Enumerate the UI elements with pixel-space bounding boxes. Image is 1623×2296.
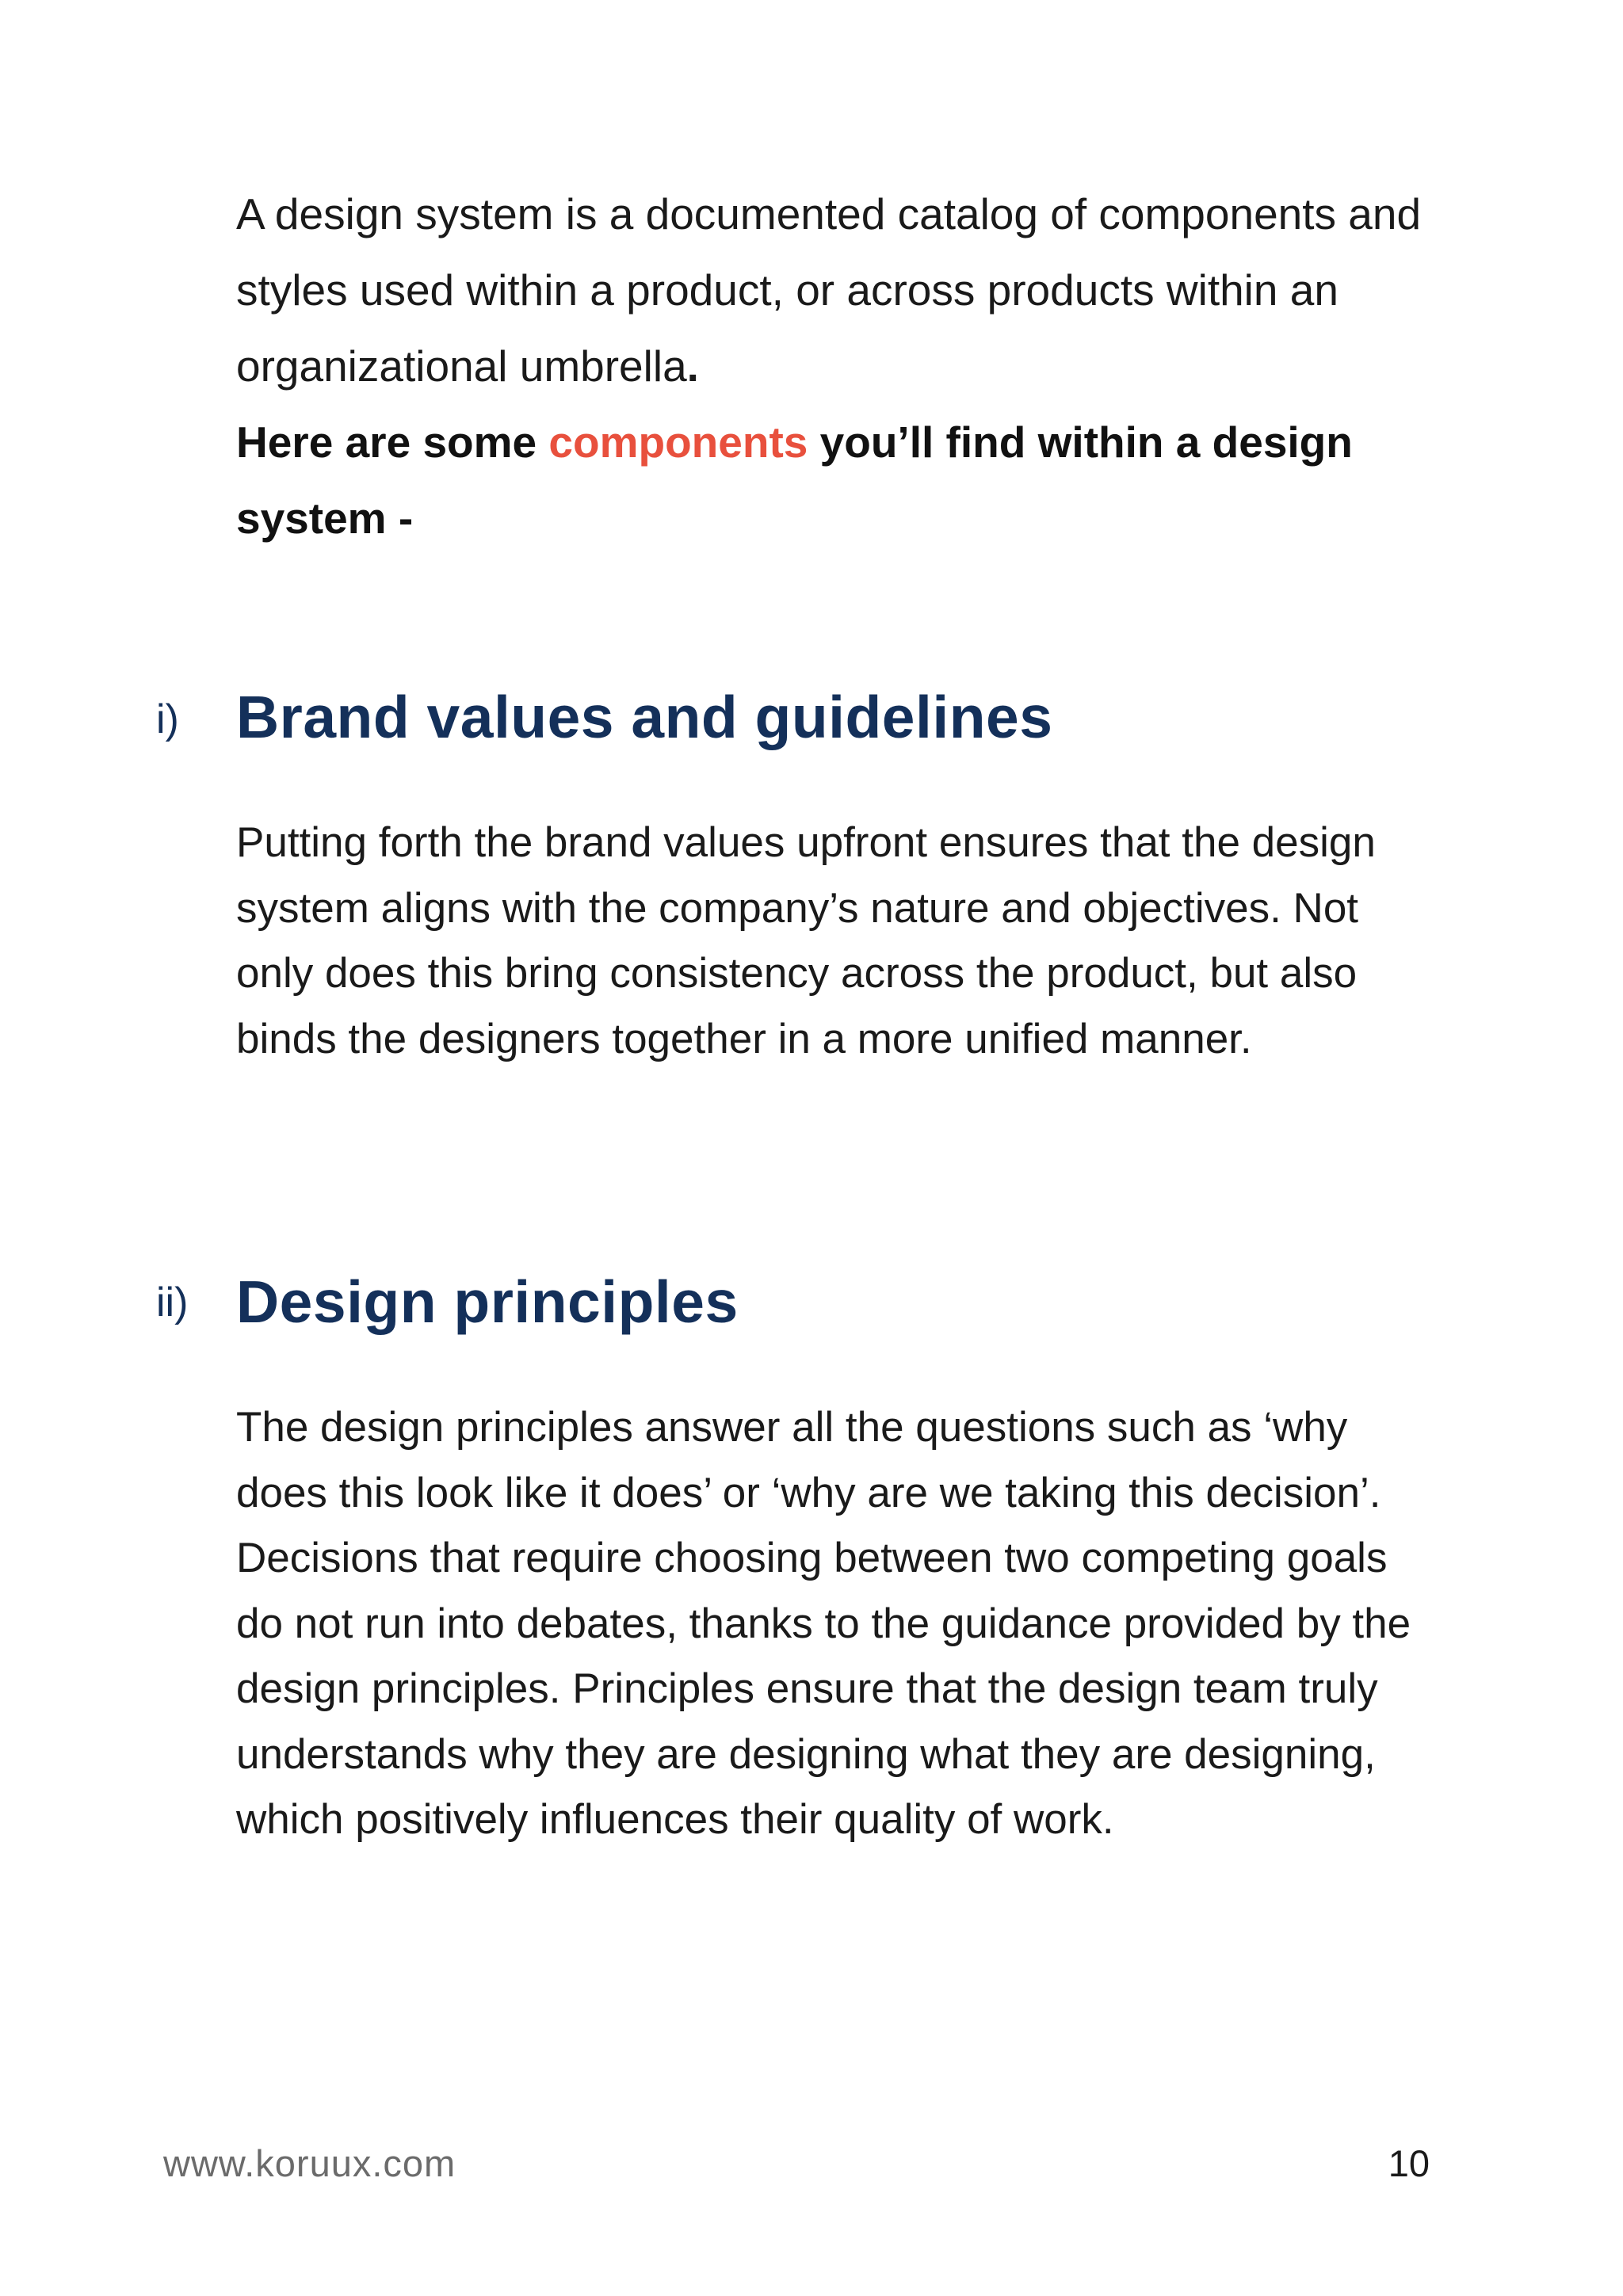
section-body-text: The design principles answer all the questions such as ‘why does this look like it does’ or ‘why are we taking this decision’. Decisions that require choosing between two competing goals do not run into debates, thanks to the guidance provided by the design principles. Principles ensure that the design team truly understands why they are designing what they are designing, which positively influences their quality of work. [236,1404,1411,1843]
section-body-design-principles [236,1395,1425,1853]
section-heading-design-principles: Design principles [236,1268,739,1335]
intro-lead-accent: components [548,418,808,467]
section-marker-2: ii) [156,1280,189,1325]
intro-text: A design system is a documented catalog of components and styles used within a product, or across products within an organizational umbrella [236,189,1422,391]
section-body-text: Putting forth the brand values upfront ensures that the design system aligns with the company’s nature and objectives. Not only does this bring consistency across the product, but also binds the designers together in a more unified manner. [236,819,1376,1062]
section-marker-1: i) [156,696,179,742]
section-heading-brand-values: Brand values and guidelines [236,684,1053,750]
page-number: 10 [1388,2142,1430,2184]
intro-lead-before: Here are some [236,418,537,467]
intro-lead-after: you’ll find within a design system - [236,418,1353,543]
intro-period: . [686,341,699,391]
intro-paragraph [236,176,1441,556]
footer-url-link[interactable]: www.koruux.com [163,2142,456,2184]
section-body-brand-values [236,810,1425,1072]
